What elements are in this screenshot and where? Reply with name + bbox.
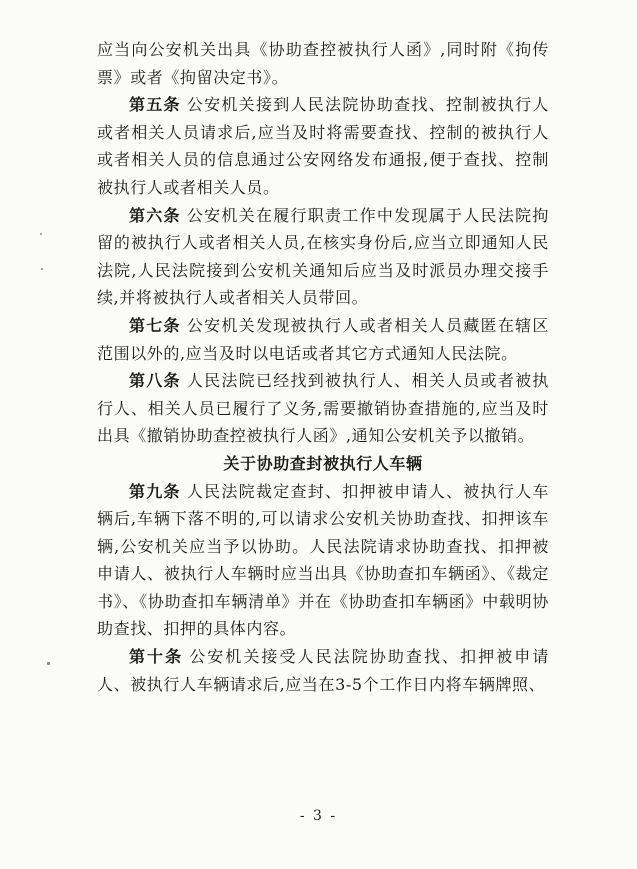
article-text: 公安机关接受人民法院协助查找、扣押被申请人、被执行人车辆请求后,应当在3-5个工作日内将车辆牌照、 (97, 647, 549, 694)
document-body (97, 36, 549, 698)
section-heading: 关于协助查封被执行人车辆 (223, 453, 423, 473)
article-number: 第十条 (129, 647, 184, 667)
article-6 (97, 202, 549, 312)
article-text: 公安机关在履行职责工作中发现属于人民法院拘留的被执行人或者相关人员,在核实身份后,应当立即通知人民法院,人民法院接到公安机关通知后应当及时派员办理交接手续,并将被执行人或者相关人员带回。 (97, 205, 549, 308)
article-10 (97, 643, 549, 698)
paragraph-text: 应当向公安机关出具《协助查控被执行人函》,同时附《拘传票》或者《拘留决定书》。 (97, 40, 549, 87)
article-5 (97, 91, 549, 201)
article-text: 人民法院已经找到被执行人、相关人员或者被执行人、相关人员已履行了义务,需要撤销协查措施的,应当及时出具《撤销协助查控被执行人函》,通知公安机关予以撤销。 (97, 371, 549, 446)
article-number: 第七条 (129, 315, 181, 335)
article-9 (97, 478, 549, 644)
article-text: 公安机关接到人民法院协助查找、控制被执行人或者相关人员请求后,应当及时将需要查找、控制的被执行人或者相关人员的信息通过公安网络发布通报,便于查找、控制被执行人或者相关人员。 (97, 95, 549, 197)
article-number: 第九条 (129, 481, 181, 501)
article-text: 公安机关发现被执行人或者相关人员藏匿在辖区范围以外的,应当及时以电话或者其它方式通知人民法院。 (97, 315, 549, 363)
scan-speck (47, 662, 50, 665)
article-7 (97, 312, 549, 367)
article-number: 第五条 (129, 95, 181, 115)
scan-speck (41, 268, 43, 270)
article-number: 第六条 (129, 205, 181, 225)
article-number: 第八条 (129, 371, 181, 391)
article-8 (97, 367, 549, 450)
page-number: - 3 - (299, 808, 338, 824)
scan-speck (40, 233, 42, 235)
article-text: 人民法院裁定查封、扣押被申请人、被执行人车辆后,车辆下落不明的,可以请求公安机关协助查找、扣押该车辆,公安机关应当予以协助。人民法院请求协助查找、扣押被申请人、被执行人车辆时应当出具《协助查扣车辆函》、《裁定书》、《协助查扣车辆清单》并在《协助查扣车辆函》中载明协助查找、扣押的具体内容。 (97, 481, 549, 639)
paragraph-continued (97, 36, 549, 91)
